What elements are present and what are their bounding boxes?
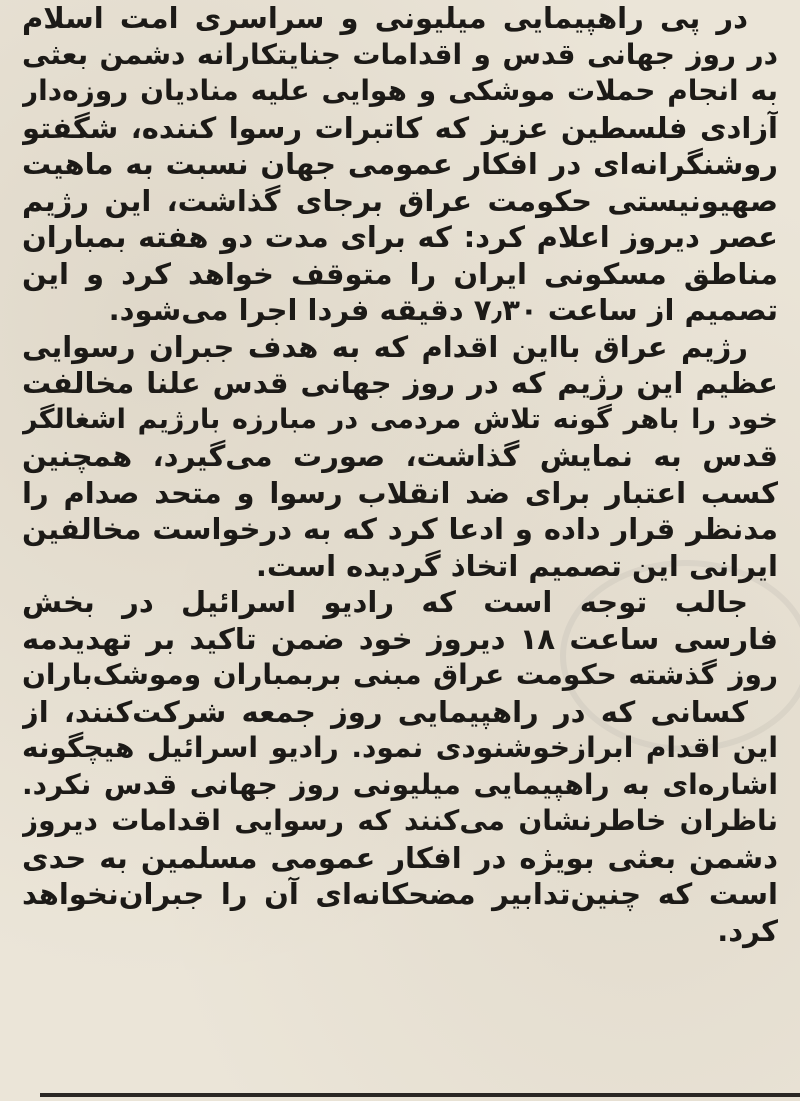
text-line: است که چنین‌تدابیر مضحکانه‌ای آن را جبران‌نخواهد: [22, 877, 778, 911]
text-line: کسب اعتبار برای ضد انقلاب رسوا و متحد صدام را: [22, 475, 778, 510]
text-line: در روز جهانی قدس و اقدامات جنایتکارانه دشمن بعثی: [22, 37, 778, 71]
bottom-rule: [40, 1093, 800, 1097]
text-line: کسانی که در راهپیمایی روز جمعه شرکت‌کنند، از: [22, 694, 748, 729]
paragraph-2: [22, 329, 778, 585]
text-line: ایرانی این تصمیم اتخاذ گردیده است.: [255, 548, 778, 583]
text-line: روز گذشته حکومت عراق مبنی بربمباران وموشک‌باران: [22, 658, 778, 691]
article-column: [22, 0, 778, 949]
text-line: آزادی فلسطین عزیز که کاتبرات رسوا کننده، شگفتو: [22, 110, 778, 145]
text-line: دشمن بعثی بویژه در افکار عمومی مسلمین به حدی: [22, 840, 778, 875]
paragraph-3: [22, 584, 778, 949]
text-line: فارسی ساعت ۱۸ دیروز خود ضمن تاکید بر تهدیدمه: [22, 621, 778, 656]
text-line: مناطق مسکونی ایران را متوقف خواهد کرد و این: [22, 256, 778, 291]
text-line: عصر دیروز اعلام کرد: که برای مدت دو هفته بمباران: [22, 220, 778, 254]
paragraph-1: [22, 0, 778, 329]
text-line: قدس به نمایش گذاشت، صورت می‌گیرد، همچنین: [22, 439, 778, 473]
text-line: صهیونیستی حکومت عراق برجای گذاشت، این رژیم: [22, 183, 778, 218]
text-line: ناظران خاطرنشان می‌کنند که رسوایی اقدامات دیروز: [22, 804, 778, 837]
text-line: کرد.: [717, 913, 778, 948]
text-line: تصمیم از ساعت ۷٫۳۰ دقیقه فردا اجرا می‌شود.: [108, 293, 778, 327]
text-line: این اقدام ابرازخوشنودی نمود. رادیو اسرائیل هیچگونه: [22, 731, 778, 764]
text-line: خود را باهر گونه تلاش مردمی در مبارزه بارژیم اشغالگر: [22, 403, 778, 435]
text-line: مدنظر قرار داده و ادعا کرد که به درخواست مخالفین: [22, 512, 778, 546]
text-line: اشاره‌ای به راهپیمایی میلیونی روز جهانی قدس نکرد.: [22, 767, 778, 801]
text-line: به انجام حملات موشکی و هوایی علیه منادیان روزه‌دار: [22, 74, 778, 107]
text-line: عظیم این رژیم که در روز جهانی قدس علنا مخالفت: [22, 366, 778, 400]
text-line: جالب توجه است که رادیو اسرائیل در بخش: [22, 585, 748, 619]
text-line: رژیم عراق بااین اقدام که به هدف جبران رسوایی: [22, 329, 748, 364]
text-line: در پی راهپیمایی میلیونی و سراسری امت اسلام: [22, 1, 748, 35]
text-line: روشنگرانه‌ای در افکار عمومی جهان نسبت به ماهیت: [22, 147, 778, 181]
